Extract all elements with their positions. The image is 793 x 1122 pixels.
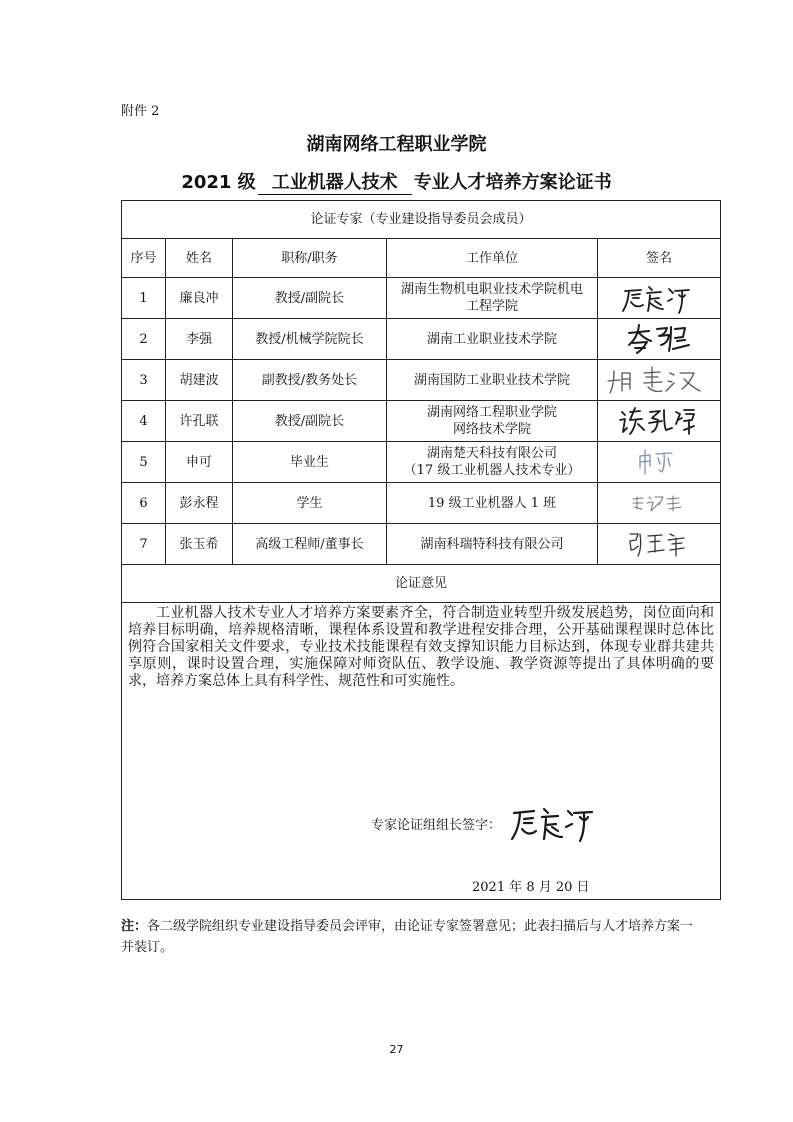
expert-title: 毕业生 [233, 442, 387, 483]
expert-name: 李强 [166, 319, 233, 360]
expert-no: 3 [122, 360, 166, 401]
expert-no: 5 [122, 442, 166, 483]
footnote [121, 916, 701, 958]
unit-line: 湖南工业职业技术学院 [426, 331, 557, 347]
expert-no: 1 [122, 278, 166, 319]
expert-signature [598, 483, 721, 524]
table-row [122, 483, 721, 524]
opinion-text: 工业机器人技术专业人才培养方案要素齐全，符合制造业转型升级发展趋势，岗位面向和培养目标明确，培养规格清晰，课程体系设置和教学进程安排合理，公开基础课程课时总体比例符合国家相关文件要求，专业技术技能课程有效支撑知识能力目标达到，体现专业群共建共享原则，课时设置合理，实施保障对师资队伍、教学设施、教学资源等提出了具体明确的要求，培养方案总体上具有科学性、规范性和可实施性。 [122, 603, 721, 792]
expert-name: 廉良冲 [166, 278, 233, 319]
experts-section-header: 论证专家（专业建设指导委员会成员） [122, 201, 721, 239]
subtitle-suffix: 专业人才培养方案论证书 [413, 172, 612, 193]
expert-name: 彭永程 [166, 483, 233, 524]
unit-line: 湖南国防工业职业技术学院 [413, 372, 570, 388]
expert-unit [387, 524, 598, 565]
expert-title: 教授/机械学院院长 [233, 319, 387, 360]
handwritten-signature [619, 281, 699, 315]
expert-signature [598, 360, 721, 401]
attachment-label: 附件 2 [121, 104, 160, 119]
document-subtitle [0, 168, 793, 195]
expert-no: 4 [122, 401, 166, 442]
leader-handwritten-signature [508, 801, 600, 845]
unit-line: 19 级工业机器人 1 班 [427, 495, 557, 511]
expert-unit [387, 401, 598, 442]
col-header-title: 职称/职务 [233, 239, 387, 278]
expert-signature [598, 319, 721, 360]
expert-signature [598, 278, 721, 319]
expert-title: 高级工程师/董事长 [233, 524, 387, 565]
opinion-signature-area [122, 791, 721, 900]
table-row [122, 524, 721, 565]
table-row [122, 442, 721, 483]
expert-unit [387, 278, 598, 319]
col-header-signature: 签名 [598, 239, 721, 278]
leader-signature-label: 专家论证组组长签字： [371, 818, 502, 833]
page-number: 27 [389, 1043, 404, 1056]
expert-unit [387, 360, 598, 401]
expert-unit [387, 319, 598, 360]
expert-title: 学生 [233, 483, 387, 524]
expert-unit [387, 442, 598, 483]
handwritten-signature [616, 404, 702, 438]
signature-date: 2021 年 8 月 20 日 [472, 880, 590, 895]
college-title: 湖南网络工程职业学院 [306, 134, 487, 155]
handwritten-signature [634, 446, 684, 478]
unit-line: 湖南网络工程职业学院 [426, 405, 557, 420]
table-row [122, 360, 721, 401]
expert-title: 副教授/教务处长 [233, 360, 387, 401]
certification-table [121, 200, 721, 900]
col-header-unit: 工作单位 [387, 239, 598, 278]
expert-title: 教授/副院长 [233, 278, 387, 319]
note-text: 各二级学院组织专业建设指导委员会评审，由论证专家签署意见；此表扫描后与人才培养方案一并装订。 [121, 919, 694, 955]
expert-no: 2 [122, 319, 166, 360]
expert-signature [598, 524, 721, 565]
table-row [122, 319, 721, 360]
expert-title: 教授/副院长 [233, 401, 387, 442]
unit-line: 湖南科瑞特科技有限公司 [420, 536, 564, 552]
opinion-section-header: 论证意见 [122, 565, 721, 603]
unit-line: （17 级工业机器人技术专业） [403, 463, 581, 478]
table-row [122, 278, 721, 319]
table-row [122, 401, 721, 442]
handwritten-signature [629, 491, 689, 515]
expert-no: 7 [122, 524, 166, 565]
expert-name: 许孔联 [166, 401, 233, 442]
expert-no: 6 [122, 483, 166, 524]
col-header-name: 姓名 [166, 239, 233, 278]
handwritten-signature [624, 528, 694, 560]
unit-line: 工程学院 [465, 299, 518, 314]
handwritten-signature [604, 363, 714, 397]
expert-name: 张玉希 [166, 524, 233, 565]
subtitle-major: 工业机器人技术 [258, 172, 412, 195]
expert-name: 申可 [166, 442, 233, 483]
note-label: 注： [121, 919, 148, 934]
unit-line: 湖南楚天科技有限公司 [426, 446, 557, 461]
expert-name: 胡建波 [166, 360, 233, 401]
handwritten-signature [619, 321, 699, 357]
expert-unit [387, 483, 598, 524]
expert-signature [598, 401, 721, 442]
expert-signature [598, 442, 721, 483]
unit-line: 湖南生物机电职业技术学院机电 [400, 282, 583, 297]
unit-line: 网络技术学院 [452, 422, 531, 437]
col-header-no: 序号 [122, 239, 166, 278]
subtitle-year: 2021 级 [181, 172, 256, 193]
